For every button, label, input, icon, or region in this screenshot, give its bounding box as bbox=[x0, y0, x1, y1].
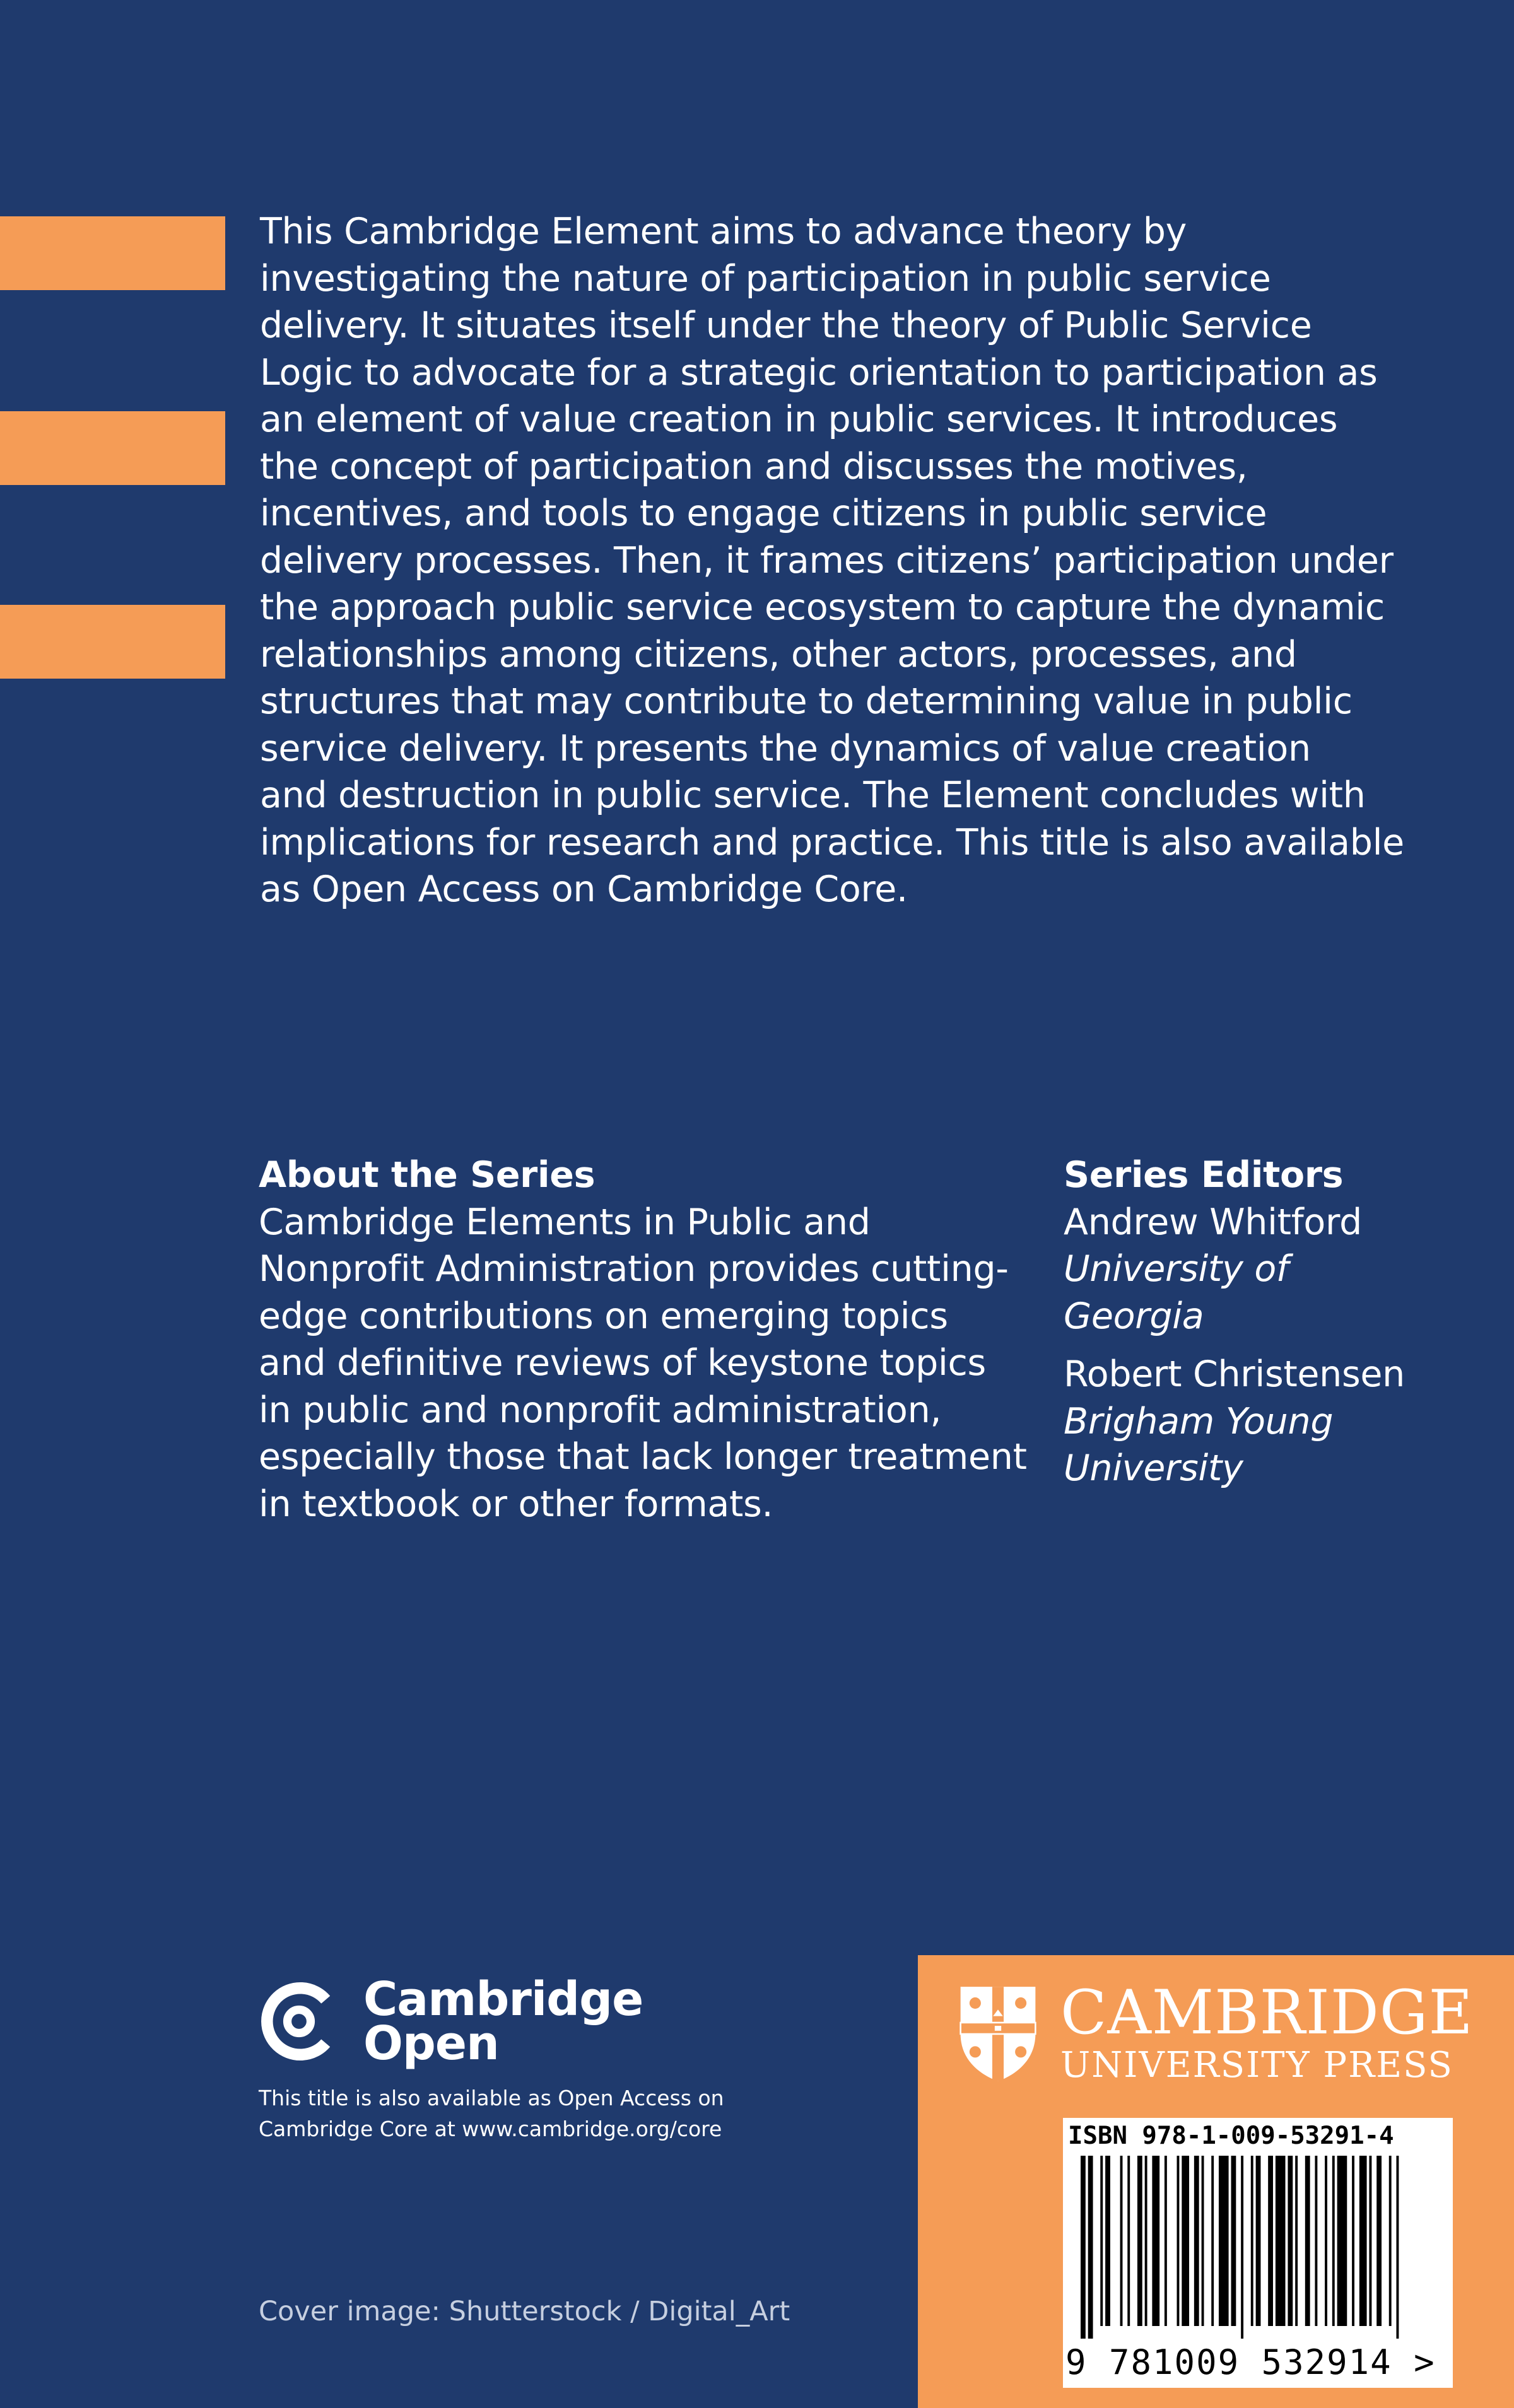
barcode-bar bbox=[1389, 2156, 1392, 2326]
publisher-subname: UNIVERSITY PRESS bbox=[1060, 2045, 1453, 2086]
barcode-bar bbox=[1088, 2156, 1093, 2339]
barcode-bar bbox=[1396, 2156, 1399, 2339]
barcode-bar bbox=[1120, 2156, 1123, 2326]
blurb-line: delivery processes. Then, it frames citizens’ participation under bbox=[260, 539, 1394, 582]
isbn-barcode bbox=[1063, 2118, 1453, 2388]
cambridge-open-word2: Open bbox=[363, 2016, 499, 2071]
book-blurb bbox=[260, 208, 1414, 913]
blurb-line: and destruction in public service. The Element concludes with bbox=[260, 774, 1366, 816]
barcode-bar bbox=[1194, 2156, 1199, 2326]
publisher-name: CAMBRIDGE bbox=[1060, 1977, 1474, 2048]
barcode-bar bbox=[1105, 2156, 1110, 2326]
barcode-bar bbox=[1288, 2156, 1293, 2326]
blurb-line: the concept of participation and discusses the motives, bbox=[260, 445, 1248, 488]
about-the-series bbox=[259, 1152, 1041, 1528]
barcode-bar bbox=[1256, 2156, 1261, 2326]
editor-affiliation bbox=[1064, 1246, 1467, 1340]
barcode-bar bbox=[1182, 2156, 1189, 2326]
barcode-bar bbox=[1276, 2156, 1286, 2326]
blurb-line: service delivery. It presents the dynamics of value creation bbox=[260, 727, 1311, 769]
blurb-line: structures that may contribute to determining value in public bbox=[260, 681, 1353, 722]
barcode-bar bbox=[1152, 2156, 1159, 2326]
open-access-note-line: This title is also available as Open Access on bbox=[259, 2086, 724, 2110]
affiliation-line: Georgia bbox=[1064, 1295, 1204, 1337]
about-line: and definitive reviews of keystone topics bbox=[259, 1342, 986, 1384]
editor-name: Robert Christensen bbox=[1064, 1353, 1405, 1395]
barcode-bar bbox=[1332, 2156, 1335, 2326]
barcode-bar bbox=[1219, 2156, 1229, 2326]
blurb-line: Logic to advocate for a strategic orientation to participation as bbox=[260, 351, 1378, 394]
isbn-label: ISBN 978-1-009-53291-4 bbox=[1068, 2122, 1394, 2150]
about-line: Cambridge Elements in Public and bbox=[259, 1201, 871, 1243]
cambridge-open-word1: Cambridge bbox=[363, 1972, 643, 2026]
blurb-line: the approach public service ecosystem to capture the dynamic bbox=[260, 587, 1385, 628]
barcode-bar bbox=[1369, 2156, 1371, 2326]
barcode-bar bbox=[1081, 2156, 1086, 2339]
barcode-bar bbox=[1352, 2156, 1354, 2326]
cambridge-open-logo-icon bbox=[257, 1980, 341, 2063]
barcode-bar bbox=[1177, 2156, 1179, 2326]
barcode-bar bbox=[1231, 2156, 1236, 2326]
barcode-bars bbox=[1068, 2156, 1447, 2339]
blurb-line: relationships among citizens, other actors, processes, and bbox=[260, 633, 1297, 675]
cambridge-open-wordmark bbox=[363, 1972, 643, 2071]
barcode-bar bbox=[1325, 2156, 1327, 2326]
open-access-note-line: Cambridge Core at www.cambridge.org/core bbox=[259, 2117, 722, 2141]
blurb-line: delivery. It situates itself under the theory of Public Service bbox=[260, 305, 1312, 346]
barcode-bar bbox=[1376, 2156, 1382, 2326]
series-editors bbox=[1064, 1152, 1467, 1504]
barcode-bar bbox=[1165, 2156, 1167, 2326]
about-line: in public and nonprofit administration, bbox=[259, 1389, 942, 1431]
barcode-bar bbox=[1100, 2156, 1103, 2326]
barcode-bar bbox=[1315, 2156, 1317, 2326]
about-line: Nonprofit Administration provides cutting- bbox=[259, 1248, 1009, 1290]
blurb-line: implications for research and practice. This title is also available bbox=[260, 821, 1404, 863]
blurb-line: as Open Access on Cambridge Core. bbox=[260, 868, 908, 910]
barcode-bar bbox=[1127, 2156, 1130, 2326]
editor-affiliation bbox=[1064, 1398, 1467, 1492]
barcode-bar bbox=[1268, 2156, 1273, 2326]
barcode-bar bbox=[1211, 2156, 1214, 2326]
accent-bar-bottom bbox=[0, 605, 225, 679]
about-heading: About the Series bbox=[259, 1154, 596, 1196]
about-line: edge contributions on emerging topics bbox=[259, 1295, 948, 1337]
barcode-digits: 9 781009 532914 > bbox=[1065, 2342, 1436, 2382]
affiliation-line: University bbox=[1064, 1447, 1243, 1489]
barcode-bar bbox=[1295, 2156, 1298, 2326]
blurb-line: an element of value creation in public services. It introduces bbox=[260, 399, 1338, 440]
cambridge-shield-icon bbox=[957, 1984, 1039, 2084]
blurb-line: investigating the nature of participation in public service bbox=[260, 257, 1271, 300]
affiliation-line: University of bbox=[1064, 1248, 1289, 1290]
editor-name: Andrew Whitford bbox=[1064, 1201, 1363, 1243]
accent-bar-top bbox=[0, 216, 225, 290]
blurb-line: incentives, and tools to engage citizens in public service bbox=[260, 493, 1267, 534]
accent-bar-middle bbox=[0, 411, 225, 485]
barcode-bar bbox=[1241, 2156, 1243, 2339]
about-line: in textbook or other formats. bbox=[259, 1483, 773, 1525]
barcode-bar bbox=[1145, 2156, 1147, 2326]
affiliation-line: Brigham Young bbox=[1064, 1400, 1334, 1442]
barcode-bar bbox=[1137, 2156, 1142, 2326]
barcode-bar bbox=[1359, 2156, 1367, 2326]
editors-heading: Series Editors bbox=[1064, 1154, 1344, 1196]
barcode-bar bbox=[1251, 2156, 1253, 2326]
open-access-note bbox=[259, 2083, 776, 2144]
barcode-bar bbox=[1202, 2156, 1204, 2326]
cover-image-credit: Cover image: Shutterstock / Digital_Art bbox=[259, 2296, 790, 2327]
barcode-bar bbox=[1337, 2156, 1347, 2326]
cambridge-open-logo bbox=[257, 1972, 643, 2071]
barcode-bar bbox=[1305, 2156, 1310, 2326]
blurb-line: This Cambridge Element aims to advance theory by bbox=[260, 211, 1187, 252]
publisher-panel bbox=[918, 1955, 1514, 2408]
about-line: especially those that lack longer treatment bbox=[259, 1436, 1027, 1478]
